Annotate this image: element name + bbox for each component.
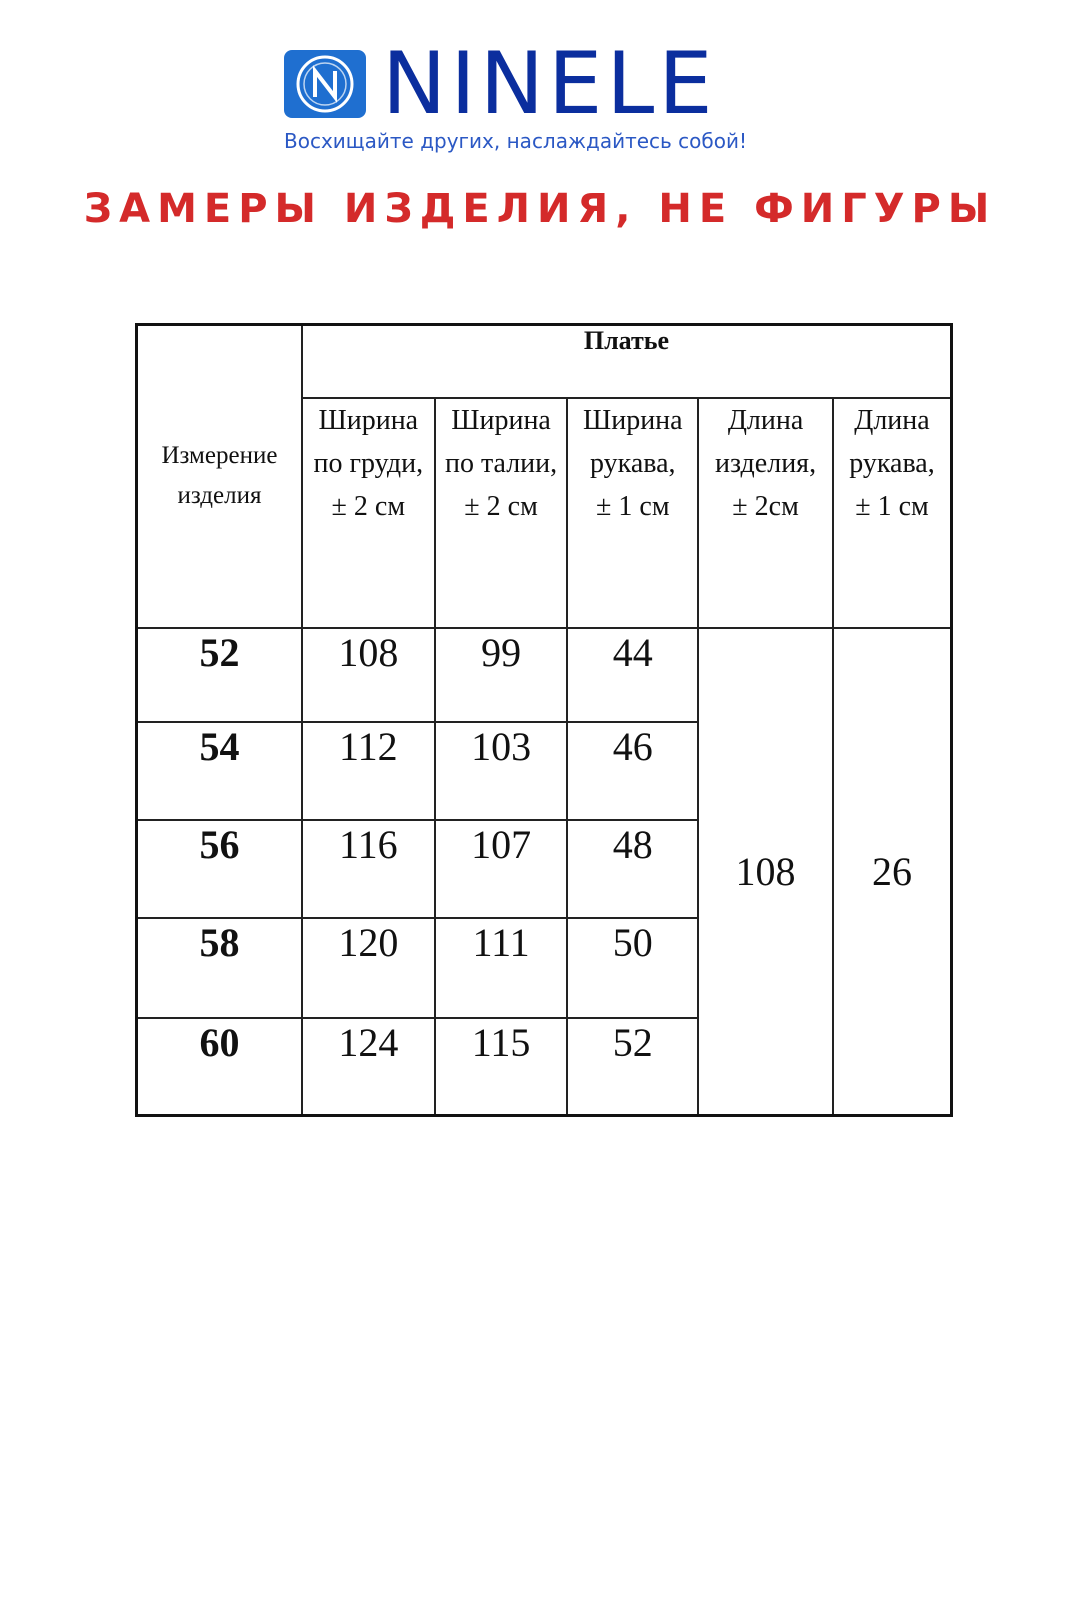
column-header-line: рукава, (590, 447, 676, 479)
chest-cell: 112 (302, 722, 435, 821)
column-header-line: ± 2 см (331, 490, 406, 522)
column-header-line: по талии, (444, 447, 558, 479)
brand-logo (284, 34, 804, 160)
corner-header-line: Измерение (161, 442, 278, 470)
size-cell: 60 (137, 1018, 302, 1116)
corner-header-line: изделия (177, 482, 262, 510)
size-table (135, 323, 953, 1117)
column-header-line: ± 2 см (464, 490, 538, 522)
waist-cell: 99 (435, 628, 568, 722)
chest-cell: 116 (302, 820, 435, 918)
column-header-line: ± 2см (732, 490, 799, 522)
column-header-line: по груди, (313, 447, 424, 479)
size-cell: 52 (137, 628, 302, 722)
brand-tagline: Восхищайте других, наслаждайтесь собой! (284, 129, 747, 153)
sleeve-length-cell: 26 (833, 628, 952, 1116)
column-header-line: ± 1 см (855, 490, 929, 522)
column-header-waist (435, 398, 568, 628)
sleeve-width-cell: 52 (567, 1018, 698, 1116)
n-emblem-icon (284, 50, 366, 118)
chest-cell: 124 (302, 1018, 435, 1116)
column-header-product-length (698, 398, 833, 628)
chest-cell: 108 (302, 628, 435, 722)
product-length-cell: 108 (698, 628, 833, 1116)
column-header-line: Ширина (582, 404, 683, 436)
brand-wordmark: NINELE (382, 34, 717, 134)
waist-cell: 103 (435, 722, 568, 821)
column-header-sleeve-length (833, 398, 952, 628)
column-header-line: ± 1 см (596, 490, 670, 522)
column-header-line: Ширина (451, 404, 551, 436)
waist-cell: 107 (435, 820, 568, 918)
waist-cell: 111 (435, 918, 568, 1018)
corner-header (137, 325, 302, 628)
size-cell: 58 (137, 918, 302, 1018)
column-header-line: Длина (727, 404, 804, 436)
size-cell: 56 (137, 820, 302, 918)
size-cell: 54 (137, 722, 302, 821)
sleeve-width-cell: 44 (567, 628, 698, 722)
column-header-line: Длина (854, 404, 930, 436)
column-header-line: Ширина (318, 404, 419, 436)
sleeve-width-cell: 46 (567, 722, 698, 821)
table-row (137, 628, 952, 722)
sleeve-width-cell: 48 (567, 820, 698, 918)
waist-cell: 115 (435, 1018, 568, 1116)
column-header-chest (302, 398, 435, 628)
column-header-line: рукава, (849, 447, 935, 479)
page-heading: ЗАМЕРЫ ИЗДЕЛИЯ, НЕ ФИГУРЫ (83, 186, 997, 232)
chest-cell: 120 (302, 918, 435, 1018)
column-header-sleeve-width (567, 398, 698, 628)
group-header: Платье (302, 325, 952, 398)
sleeve-width-cell: 50 (567, 918, 698, 1018)
column-header-line: изделия, (715, 447, 817, 479)
